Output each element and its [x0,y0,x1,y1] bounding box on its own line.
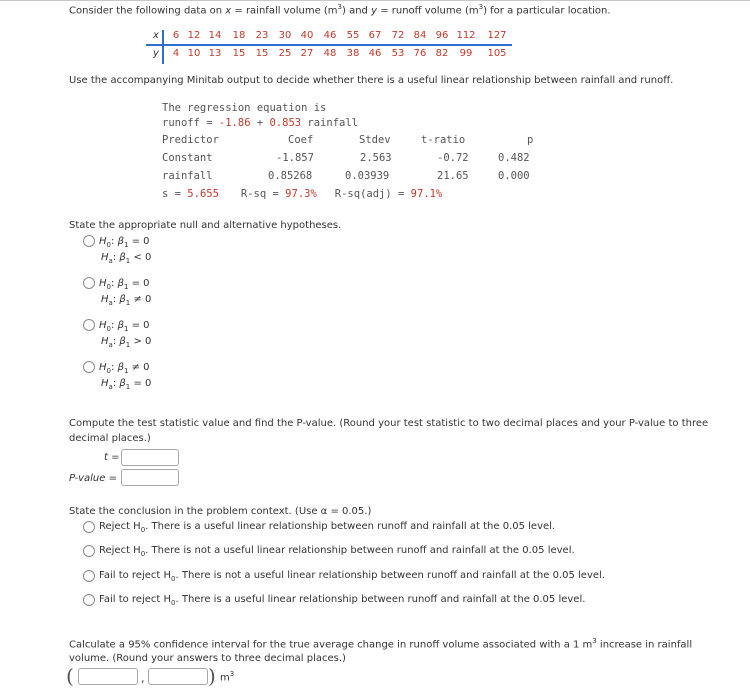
conclusion-prompt: State the conclusion in the problem context. (Use α = 0.05.) [69,506,372,517]
y-label: y [153,48,159,59]
p-value-input[interactable] [121,469,179,486]
header-predictor: Predictor [162,134,219,146]
y-value-cell: 46 [368,48,382,59]
p-value-label: P-value = [69,473,117,484]
regression-equation: runoff = -1.86 + 0.853 rainfall [162,117,358,129]
y-value-cell: 38 [346,48,360,59]
ci-close-paren: ) [208,664,216,688]
minitab-intro: Use the accompanying Minitab output to decide whether there is a useful linear relationship between rainfall and runoff. [69,75,674,86]
x-value-cell: 46 [323,30,337,41]
conclusion-radio-4[interactable] [83,594,95,606]
hypothesis-h0-2: $H_0$: $\beta_1 = 0$ [99,278,150,291]
row-constant-t: -0.72 [437,152,469,164]
ci-comma: , [141,672,145,685]
table-separator-vertical [162,30,164,64]
y-value-cell: 4 [172,48,180,59]
ci-upper-input[interactable] [148,668,208,685]
y-value-cell: 15 [255,48,269,59]
x-value-cell: 127 [487,30,507,41]
row-rainfall-stdev: 0.03939 [345,170,390,182]
table-separator-horizontal [146,44,512,46]
x-value-cell: 72 [391,30,405,41]
hypothesis-ha-2: $H_a$: $\beta_1 \ne 0$ [101,294,152,307]
y-value-cell: 53 [391,48,405,59]
x-label: x [153,30,159,41]
x-value-cell: 6 [172,30,180,41]
ci-unit: $m^3$ [220,670,235,684]
hypothesis-ha-3: $H_a$: $\beta_1 > 0$ [101,336,152,349]
x-value-cell: 14 [208,30,222,41]
hypothesis-h0-3: $H_0$: $\beta_1 = 0$ [99,320,150,333]
conclusion-radio-1[interactable] [83,521,95,533]
y-value-cell: 25 [278,48,292,59]
ci-lower-input[interactable] [78,668,138,685]
t-input[interactable] [121,449,179,466]
row-rainfall-name: rainfall [162,170,213,182]
y-value-cell: 105 [487,48,507,59]
top-divider [0,0,750,1]
y-value-cell: 10 [187,48,201,59]
test-stat-prompt-line2: decimal places.) [69,433,151,444]
hypothesis-h0-1: $H_0$: $\beta_1 = 0$ [99,236,150,249]
header-p: p [527,134,534,146]
conclusion-radio-2[interactable] [83,545,95,557]
conclusion-radio-3[interactable] [83,570,95,582]
x-value-cell: 12 [187,30,201,41]
conclusion-option-1: Reject $H_0$. There is a useful linear relationship between runoff and rainfall at the 0.05 level. [99,521,556,534]
row-rainfall-p: 0.000 [498,170,530,182]
x-value-cell: 55 [346,30,360,41]
row-constant-name: Constant [162,152,213,164]
test-stat-prompt-line1: Compute the test statistic value and find the P-value. (Round your test statistic to two decimal places and your P-value to three [69,418,709,429]
row-constant-coef: -1.857 [276,152,314,164]
intro-text: Consider the following data on x = rainfall volume $(m^3)$ and y = runoff volume $(m^3)$ for a particular location. [69,3,611,17]
conclusion-option-3: Fail to reject $H_0$. There is not a useful linear relationship between runoff and rainfall at the 0.05 level. [99,570,605,583]
x-value-cell: 67 [368,30,382,41]
ci-prompt-line1: Calculate a 95% confidence interval for the true average change in runoff volume associated with a 1 $m^3$ increase in rainfall [69,637,693,651]
conclusion-option-2: Reject $H_0$. There is not a useful linear relationship between runoff and rainfall at the 0.05 level. [99,545,575,558]
hypothesis-ha-4: $H_a$: $\beta_1 = 0$ [101,378,152,391]
conclusion-option-4: Fail to reject $H_0$. There is a useful linear relationship between runoff and rainfall at the 0.05 level. [99,594,586,607]
y-value-cell: 99 [459,48,473,59]
header-coef: Coef [288,134,314,146]
hypothesis-ha-1: $H_a$: $\beta_1 < 0$ [101,252,152,265]
hypotheses-prompt: State the appropriate null and alternative hypotheses. [69,220,342,231]
x-value-cell: 112 [456,30,476,41]
row-rainfall-t: 21.65 [437,170,469,182]
row-rainfall-coef: 0.85268 [268,170,313,182]
t-label: t = [104,452,120,463]
header-tratio: t-ratio [421,134,466,146]
summary-line: s = 5.655 R-sq = 97.3% R-sq(adj) = 97.1% [162,188,443,200]
ci-prompt-line2: volume. (Round your answers to three decimal places.) [69,653,346,664]
header-stdev: Stdev [359,134,391,146]
x-value-cell: 30 [278,30,292,41]
x-value-cell: 23 [255,30,269,41]
y-value-cell: 27 [300,48,314,59]
x-value-cell: 40 [300,30,314,41]
x-value-cell: 84 [413,30,427,41]
y-value-cell: 48 [323,48,337,59]
x-value-cell: 18 [232,30,246,41]
x-value-cell: 96 [435,30,449,41]
y-value-cell: 76 [413,48,427,59]
hypothesis-radio-4[interactable] [83,361,95,373]
y-value-cell: 15 [232,48,246,59]
regression-title: The regression equation is [162,102,327,114]
row-constant-p: 0.482 [498,152,530,164]
row-constant-stdev: 2.563 [360,152,392,164]
ci-open-paren: ( [66,664,74,688]
hypothesis-radio-1[interactable] [83,235,95,247]
hypothesis-radio-2[interactable] [83,277,95,289]
y-value-cell: 82 [435,48,449,59]
y-value-cell: 13 [208,48,222,59]
hypothesis-radio-3[interactable] [83,319,95,331]
hypothesis-h0-4: $H_0$: $\beta_1 \ne 0$ [99,362,150,375]
